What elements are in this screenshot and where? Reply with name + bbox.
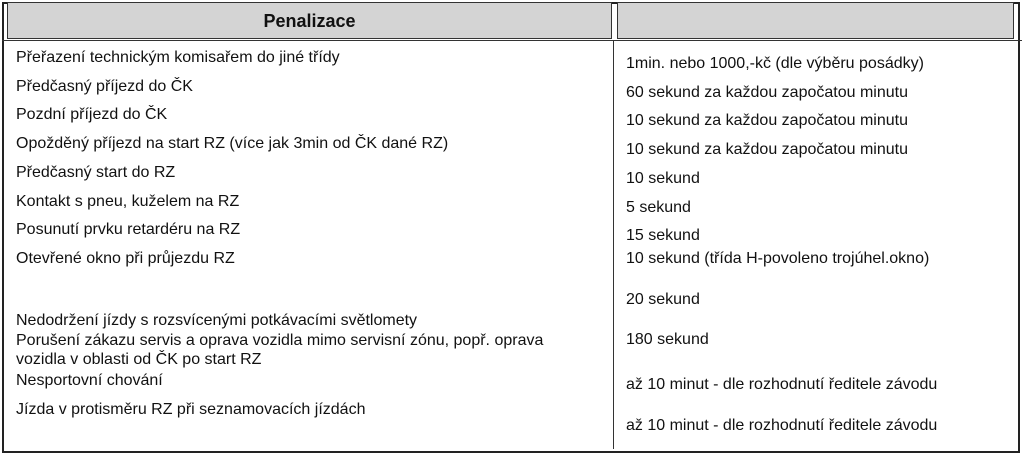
penalty-cell: 10 sekund za každou započatou minutu [626, 112, 908, 129]
penalty-cell: 60 sekund za každou započatou minutu [626, 84, 908, 101]
column-divider [613, 40, 614, 449]
penalty-cell: 1min. nebo 1000,-kč (dle výběru posádky) [626, 55, 924, 72]
offense-cell: Předčasný start do RZ [16, 164, 176, 181]
offense-cell: Otevřené okno při průjezdu RZ [16, 250, 235, 267]
offense-cell: Nesportovní chování [16, 372, 163, 389]
table-title: Penalizace [263, 11, 356, 31]
table-header-right [617, 2, 1014, 39]
offense-cell: Přeřazení technickým komisařem do jiné třídy [16, 49, 340, 66]
offense-cell: Posunutí prvku retardéru na RZ [16, 221, 241, 238]
offense-cell-continued: vozidla v oblasti od ČK po start RZ [16, 351, 262, 368]
penalty-cell: až 10 minut - dle rozhodnutí ředitele závodu [626, 376, 938, 393]
penalty-cell: 20 sekund [626, 291, 700, 308]
offense-cell: Předčasný příjezd do ČK [16, 78, 193, 95]
offense-cell: Jízda v protisměru RZ při seznamovacích jízdách [16, 401, 366, 418]
table-header-left [7, 2, 612, 39]
header-divider [2, 40, 1022, 41]
offense-cell: Nedodržení jízdy s rozsvícenými potkávacími světlomety [16, 312, 418, 329]
penalty-cell: 180 sekund [626, 331, 709, 348]
offense-cell: Opožděný příjezd na start RZ (více jak 3min od ČK dané RZ) [16, 135, 449, 152]
penalty-cell: 10 sekund (třída H-povoleno trojúhel.okno) [626, 250, 930, 267]
offense-cell: Pozdní příjezd do ČK [16, 106, 168, 123]
penalty-cell: 5 sekund [626, 199, 691, 216]
penalty-cell: 15 sekund [626, 227, 700, 244]
penalty-cell: 10 sekund [626, 170, 700, 187]
penalty-cell: až 10 minut - dle rozhodnutí ředitele závodu [626, 417, 938, 434]
offense-cell: Porušení zákazu servis a oprava vozidla mimo servisní zónu, popř. oprava [16, 332, 544, 349]
offense-cell: Kontakt s pneu, kuželem na RZ [16, 193, 240, 210]
penalty-cell: 10 sekund za každou započatou minutu [626, 141, 908, 158]
